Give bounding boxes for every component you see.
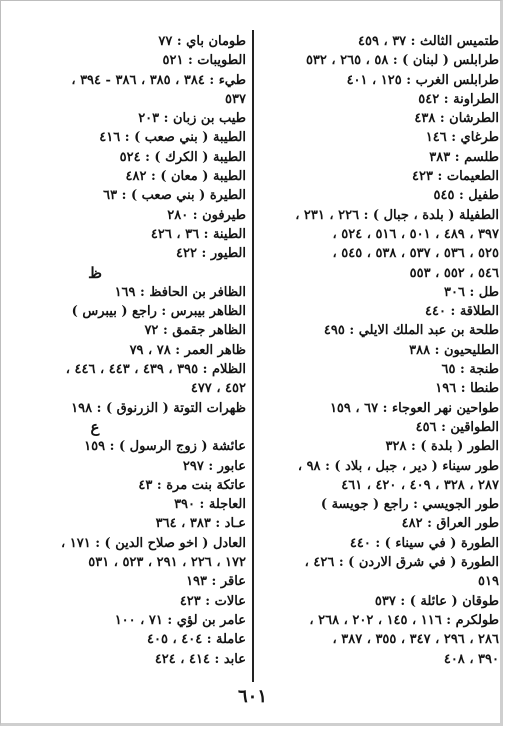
index-entry-line: الطويبات : ٥٢١	[162, 53, 246, 69]
index-entry-line: الطورة ( في سيناء ) : ٤٤٠	[349, 535, 499, 551]
index-entry-line: الطراونة : ٥٤٢	[418, 91, 499, 107]
right-index-column	[261, 32, 499, 669]
index-entry-line: الطيبة ( بني صعب ) : ٤١٦	[99, 130, 246, 146]
index-entry-line: طيب بن زبان : ٢٠٣	[138, 111, 246, 127]
index-entry-line: ٥٣٧	[225, 91, 246, 107]
index-entry-line: الطيبة ( الكرك ) : ٥٢٤	[119, 149, 246, 165]
index-entry-line: الطيور : ٤٢٢	[176, 246, 246, 262]
index-entry-line: الظافر بن الحافظ : ١٦٩	[114, 284, 246, 300]
index-page	[4, 24, 501, 724]
index-entry-line: طلسم : ٣٨٣	[429, 149, 499, 165]
index-entry-line: الطور ( بلدة ) : ٣٢٨	[385, 439, 499, 455]
index-entry-line: ٢٨٧ ، ٣٢٨ ، ٤٠٩ ، ٤٢٠ ، ٤٦١	[341, 477, 499, 493]
index-entry-line: عائشة ( زوج الرسول ) : ١٥٩	[84, 439, 246, 455]
column-divider	[252, 30, 254, 682]
index-entry-line: ٥٢٥ ، ٥٣٦ ، ٥٣٧ ، ٥٣٨ ، ٥٤٥ ،	[332, 246, 499, 262]
index-entry-line: ١٧٢ ، ٢٢٦ ، ٢٩١ ، ٥٢٣ ، ٥٣١	[88, 555, 246, 571]
index-entry-line: طتميس الثالث : ٣٧ ، ٤٥٩	[357, 34, 499, 49]
index-entry-line: الظلام : ٣٩٥ ، ٤٣٩ ، ٤٤٣ ، ٤٤٦ ،	[65, 362, 246, 378]
index-entry-line: عامر بن لؤي : ٧١ ، ١٠٠	[114, 612, 246, 628]
page-number: ٦٠١	[237, 686, 267, 707]
left-index-column	[4, 32, 246, 669]
index-entry-line: طرابلس الغرب : ١٢٥ ، ٤٠١	[346, 72, 499, 88]
index-entry-line: الطلاقة : ٤٤٠	[425, 304, 499, 320]
index-entry-line: الطيرة ( بني صعب ) : ٦٣	[103, 188, 246, 204]
index-entry-line: طفيل : ٥٤٥	[433, 188, 499, 204]
index-entry-line: عالات : ٤٢٣	[179, 593, 246, 609]
index-entry-line: العادل ( اخو صلاح الدين ) : ١٧١ ،	[61, 535, 246, 551]
index-entry-line: طومان باي : ٧٧	[158, 34, 246, 49]
index-entry-line: طوقان ( عائلة ) : ٥٣٧	[374, 593, 499, 609]
index-entry-line: العاجلة : ٣٩٠	[174, 497, 246, 513]
index-entry-line: الطواقين : ٤٥٦	[415, 419, 499, 435]
index-entry-line: طرغاي : ١٤٦	[425, 130, 499, 146]
index-entry-line: الطعيمات : ٤٢٣	[412, 169, 499, 185]
index-entry-line: ظهرات التوتة ( الزرنوق ) : ١٩٨	[71, 400, 246, 416]
index-entry-line: الطيبة ( معان ) : ٤٨٢	[125, 169, 246, 185]
index-entry-line: طور الجويسي : راجع ( جويسة )	[320, 497, 499, 513]
section-letter-heading: ظ	[88, 263, 102, 282]
index-entry-line: الطورة ( في شرق الاردن ) : ٤٢٦ ،	[304, 555, 499, 571]
index-entry-line: طيء : ٣٨٤ ، ٣٨٥ ، ٣٨٦ - ٣٩٤ ،	[71, 72, 246, 88]
index-entry-line: عـاد : ٣٨٣ ، ٣٦٤	[155, 516, 246, 532]
index-entry-line: عابور : ٢٩٧	[182, 458, 246, 474]
index-entry-line: طيرفون : ٢٨٠	[167, 207, 246, 223]
index-entry-line: ٥١٩	[478, 574, 499, 590]
index-entry-line: طلحة بن عبد الملك الايلي : ٤٩٥	[323, 323, 499, 339]
index-entry-line: ٣٩٠ ، ٤٠٨	[443, 651, 499, 667]
index-entry-line: ٥٤٦ ، ٥٥٢ ، ٥٥٣	[409, 265, 499, 281]
index-entry-line: طولكرم : ١١٦ ، ١٤٥ ، ٢٠٢ ، ٢٦٨ ،	[309, 612, 499, 628]
index-entry-line: عابد : ٤١٤ ، ٤٢٤	[154, 651, 246, 667]
section-letter-heading: ع	[90, 417, 100, 436]
index-entry-line: طور العراق : ٤٨٢	[401, 516, 499, 532]
index-entry-line: الطرشان : ٤٣٨	[414, 111, 499, 127]
index-entry-line: عاملة : ٤٠٤ ، ٤٠٥	[147, 632, 246, 648]
index-entry-line: ظاهر العمر : ٧٨ ، ٧٩	[129, 342, 246, 358]
index-entry-line: ٢٨٦ ، ٢٩٦ ، ٣٤٧ ، ٣٥٥ ، ٣٨٧ ،	[332, 632, 499, 648]
index-entry-line: الطفيلة ( بلدة ، جبال ) : ٢٢٦ ، ٢٣١ ،	[295, 207, 499, 223]
index-entry-line: طور سيناء ( دير ، جبل ، بلاد ) : ٩٨ ،	[297, 458, 499, 474]
index-entry-line: عاتكة بنت مرة : ٤٣	[138, 477, 246, 493]
index-entry-line: الظاهر جقمق : ٧٢	[144, 323, 246, 339]
index-entry-line: ٣٩٧ ، ٤٨٩ ، ٥٠١ ، ٥١٦ ، ٥٢٤ ،	[332, 226, 499, 242]
index-entry-line: طرابلس ( لبنان ) : ٥٨ ، ٢٦٥ ، ٥٣٢	[305, 53, 499, 69]
index-entry-line: الطليحيون : ٣٨٨	[409, 342, 499, 358]
index-entry-line: طل : ٣٠٦	[444, 284, 499, 300]
index-entry-line: الطينة : ٣٦ ، ٤٢٦	[150, 226, 246, 242]
index-entry-line: طنجة : ٦٥	[441, 362, 499, 378]
index-entry-line: ٤٥٢ ، ٤٧٧	[190, 381, 246, 397]
index-entry-line: الظاهر بيبرس : راجع ( بيبرس )	[71, 304, 246, 320]
index-entry-line: طنطا : ١٩٦	[435, 381, 499, 397]
index-entry-line: طواحين نهر العوجاء : ٦٧ ، ١٥٩	[329, 400, 499, 416]
index-entry-line: عاقر : ١٩٣	[186, 574, 246, 590]
